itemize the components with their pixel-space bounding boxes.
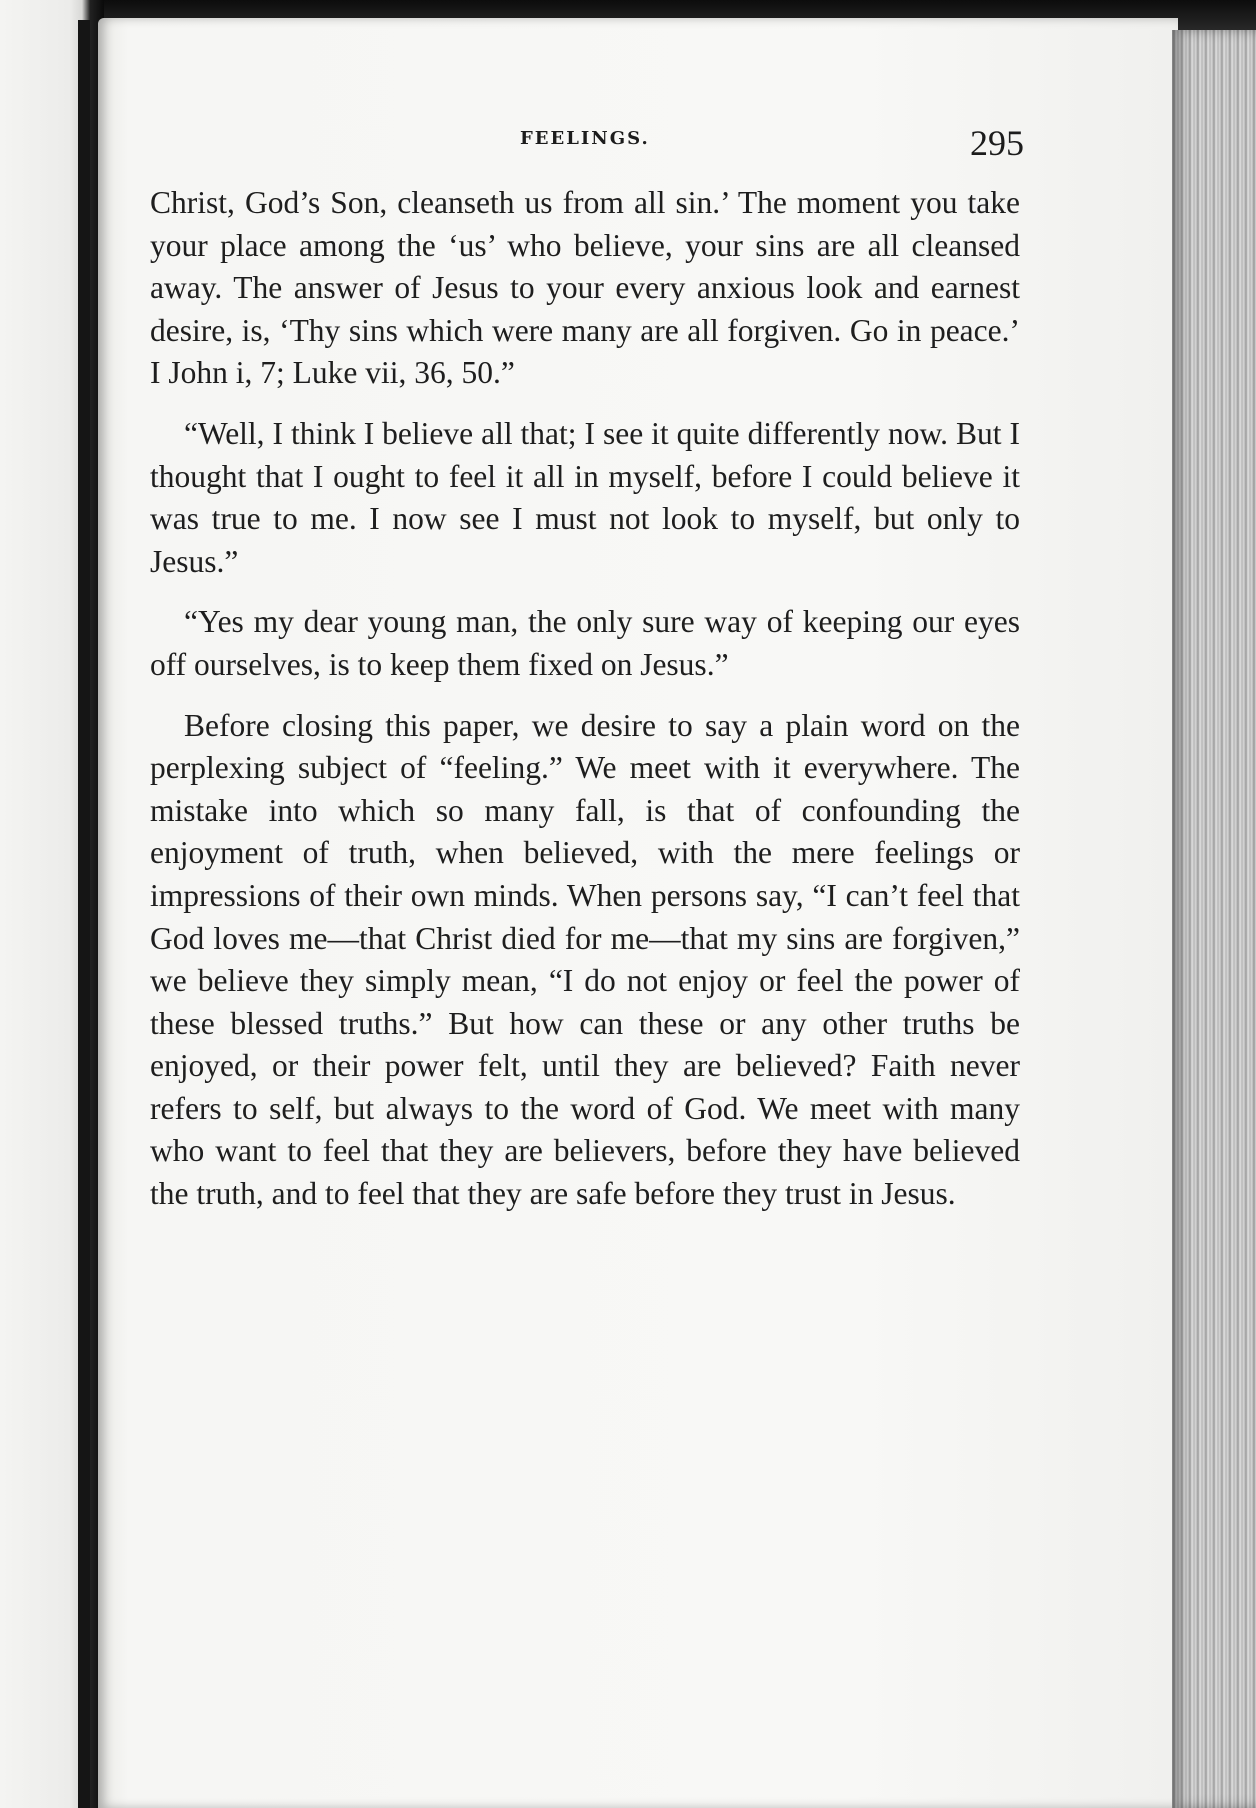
paragraph: “Well, I think I believe all that; I see it quite differently now. But I thought that I ought to feel it all in myself, before I could believe it was true to me. I now see I must not look to myself, but only to Jesus.”	[150, 415, 1020, 579]
paragraph: Before closing this paper, we desire to say a plain word on the perplexing subject of “feeling.” We meet with it everywhere. The mistake into which so many fall, is that of confounding the enjoyment of truth, when believed, with the mere feelings or impressions of their own minds. When persons say, “I can’t feel that God loves me—that Christ died for me—that my sins are forgiven,” we believe they simply mean, “I do not enjoy or feel the power of these blessed truths.” But how can these or any other truths be enjoyed, or their power felt, until they are believed? Faith never refers to self, but always to the word of God. We meet with many who want to feel that they are believers, before they have believed the truth, and to feel that they are safe before they trust in Jesus.	[150, 707, 1020, 1212]
page-number: 295	[970, 123, 1024, 163]
body-text	[150, 182, 1020, 1234]
running-head: FEELINGS.	[520, 128, 650, 149]
paragraph: “Yes my dear young man, the only sure way of keeping our eyes off ourselves, is to keep them fixed on Jesus.”	[150, 604, 1020, 682]
page-edges	[1172, 30, 1256, 1808]
book-spine-shadow	[78, 20, 90, 1808]
paragraph: Christ, God’s Son, cleanseth us from all sin.’ The moment you take your place among the ‘us’ who believe, your sins are all cleansed away. The answer of Jesus to your every anxious look and earnest desire, is, ‘Thy sins which were many are all forgiven. Go in peace.’ I John i, 7; Luke vii, 36, 50.”	[150, 185, 1020, 391]
